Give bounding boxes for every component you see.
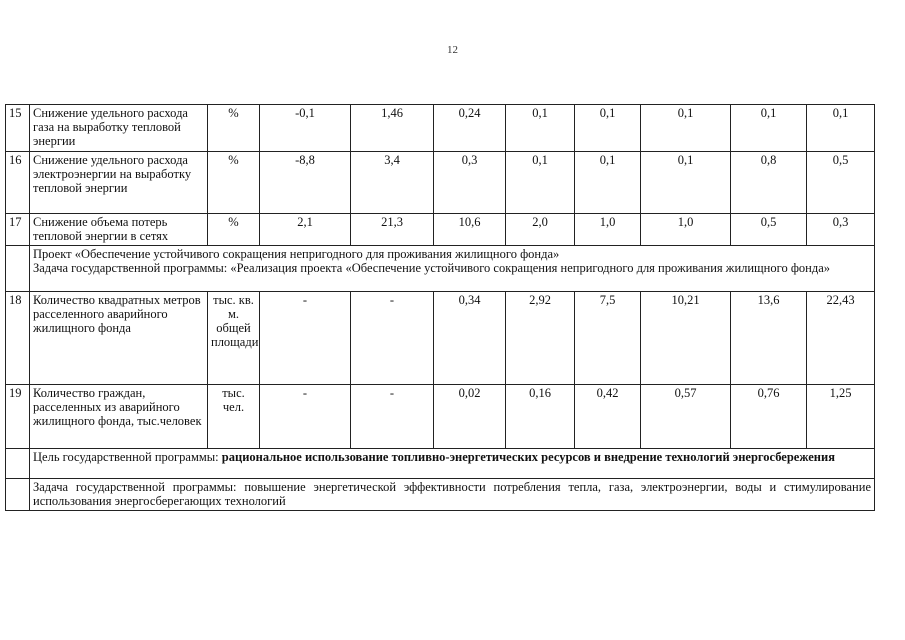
table-row bbox=[6, 152, 875, 214]
value-cell: - bbox=[351, 385, 434, 449]
indicators-table bbox=[5, 104, 875, 511]
value-cell: 1,0 bbox=[575, 214, 641, 246]
value-cell: 10,21 bbox=[641, 292, 731, 385]
value-cell: - bbox=[260, 385, 351, 449]
table-row bbox=[6, 105, 875, 152]
table-row bbox=[6, 214, 875, 246]
unit-cell: тыс. чел. bbox=[208, 385, 260, 449]
value-cell: 13,6 bbox=[731, 292, 807, 385]
value-cell: 0,1 bbox=[506, 105, 575, 152]
empty-cell bbox=[6, 479, 30, 511]
indicator-name: Количество квадратных метров расселенного аварийного жилищного фонда bbox=[30, 292, 208, 385]
value-cell: 0,5 bbox=[731, 214, 807, 246]
value-cell: 10,6 bbox=[434, 214, 506, 246]
value-cell: 0,16 bbox=[506, 385, 575, 449]
goal-row bbox=[6, 449, 875, 479]
empty-cell bbox=[6, 246, 30, 292]
value-cell: 1,25 bbox=[807, 385, 875, 449]
row-number: 19 bbox=[6, 385, 30, 449]
value-cell: 0,1 bbox=[807, 105, 875, 152]
unit-cell: % bbox=[208, 214, 260, 246]
task-row bbox=[6, 479, 875, 511]
value-cell: 0,02 bbox=[434, 385, 506, 449]
value-cell: 0,1 bbox=[641, 105, 731, 152]
row-number: 16 bbox=[6, 152, 30, 214]
value-cell: - bbox=[351, 292, 434, 385]
project-section-row bbox=[6, 246, 875, 292]
value-cell: 0,1 bbox=[641, 152, 731, 214]
value-cell: 0,34 bbox=[434, 292, 506, 385]
value-cell: 1,0 bbox=[641, 214, 731, 246]
value-cell: 0,3 bbox=[434, 152, 506, 214]
program-goal bbox=[30, 449, 875, 479]
unit-cell: тыс. кв. м. общей площади bbox=[208, 292, 260, 385]
value-cell: 2,1 bbox=[260, 214, 351, 246]
table-row bbox=[6, 385, 875, 449]
value-cell: -8,8 bbox=[260, 152, 351, 214]
project-task: Задача государственной программы: «Реализация проекта «Обеспечение устойчивого сокращения непригодного для проживания жилищного фонда» bbox=[33, 261, 831, 275]
indicator-name: Снижение объема потерь тепловой энергии в сетях bbox=[30, 214, 208, 246]
value-cell: 0,1 bbox=[506, 152, 575, 214]
value-cell: 7,5 bbox=[575, 292, 641, 385]
table-row bbox=[6, 292, 875, 385]
project-section bbox=[30, 246, 875, 292]
program-task: Задача государственной программы: повышение энергетической эффективности потребления тепла, газа, электроэнергии, воды и стимулирование использования энергосберегающих технологий bbox=[30, 479, 875, 511]
value-cell: 0,1 bbox=[575, 152, 641, 214]
indicator-name: Количество граждан, расселенных из аварийного жилищного фонда, тыс.человек bbox=[30, 385, 208, 449]
row-number: 15 bbox=[6, 105, 30, 152]
value-cell: 0,57 bbox=[641, 385, 731, 449]
value-cell: 0,8 bbox=[731, 152, 807, 214]
row-number: 17 bbox=[6, 214, 30, 246]
value-cell: 1,46 bbox=[351, 105, 434, 152]
goal-prefix: Цель государственной программы: bbox=[33, 450, 222, 464]
project-title: Проект «Обеспечение устойчивого сокращения непригодного для проживания жилищного фонда» bbox=[33, 247, 560, 261]
empty-cell bbox=[6, 449, 30, 479]
value-cell: 0,1 bbox=[575, 105, 641, 152]
value-cell: 0,42 bbox=[575, 385, 641, 449]
value-cell: 0,76 bbox=[731, 385, 807, 449]
value-cell: 0,24 bbox=[434, 105, 506, 152]
value-cell: 0,1 bbox=[731, 105, 807, 152]
unit-cell: % bbox=[208, 152, 260, 214]
value-cell: 2,0 bbox=[506, 214, 575, 246]
value-cell: 22,43 bbox=[807, 292, 875, 385]
indicator-name: Снижение удельного расхода электроэнергии на выработку тепловой энергии bbox=[30, 152, 208, 214]
value-cell: -0,1 bbox=[260, 105, 351, 152]
value-cell: - bbox=[260, 292, 351, 385]
row-number: 18 bbox=[6, 292, 30, 385]
value-cell: 2,92 bbox=[506, 292, 575, 385]
value-cell: 0,5 bbox=[807, 152, 875, 214]
unit-cell: % bbox=[208, 105, 260, 152]
value-cell: 3,4 bbox=[351, 152, 434, 214]
value-cell: 21,3 bbox=[351, 214, 434, 246]
value-cell: 0,3 bbox=[807, 214, 875, 246]
indicator-name: Снижение удельного расхода газа на выработку тепловой энергии bbox=[30, 105, 208, 152]
page-number: 12 bbox=[447, 44, 458, 56]
goal-text: рациональное использование топливно-энергетических ресурсов и внедрение технологий энергосбережения bbox=[221, 450, 835, 464]
